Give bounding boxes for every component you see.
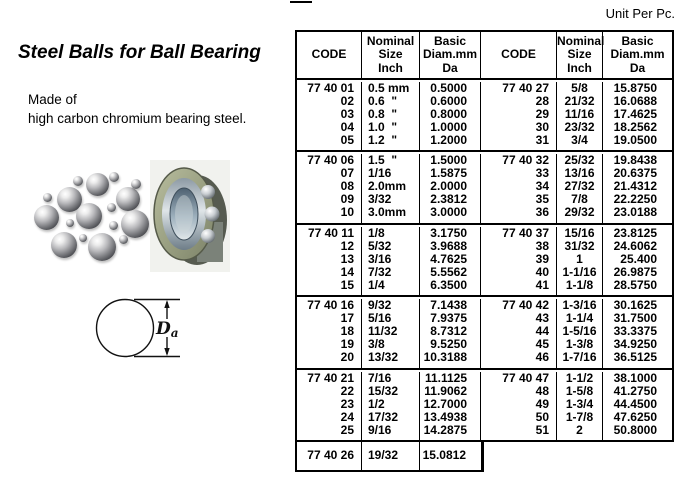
cell-value: 25/32 [564,153,595,168]
steel-ball [119,235,128,244]
cell-value: 05 [340,133,354,147]
cell-value: 31/32 [564,238,595,253]
column-header [481,32,557,78]
material-note-line1: Made of [28,92,77,107]
cell-value: 29/32 [564,205,595,220]
cell-value: 1.0 " [368,120,398,134]
cell-value: 09 [340,192,354,207]
cell-value: 1-7/16 [562,350,597,365]
diameter-label-a: a [170,326,179,340]
table-column [362,372,420,440]
cell-value: 41 [535,277,549,292]
cell-value: 9/32 [368,298,392,313]
cell-value: 19/32 [368,447,399,462]
table-column [420,372,481,440]
cell-value: 77 40 21 [307,370,354,385]
cell-value: 1.5875 [430,166,467,181]
table-block [297,225,672,297]
cell-value: 1.5 " [368,153,398,168]
cell-value: 17 [340,311,354,326]
cell-value: 5.5562 [430,264,467,279]
material-note [28,90,288,128]
cell-value: 4.7625 [430,251,467,266]
cell-value: 03 [340,107,354,121]
table-column [420,227,481,295]
column-header-line: Da [629,60,646,75]
cell-value: 29 [535,107,549,121]
cell-value: 35 [535,192,549,207]
cell-value: 1/16 [368,166,392,181]
table-column [362,440,420,470]
cell-value: 13/32 [368,350,399,365]
page-title: Steel Balls for Ball Bearing [18,42,261,63]
table-column [481,82,557,150]
cell-value: 22.2250 [613,192,657,207]
arrow-down-icon [164,348,169,356]
cell-value: 1/8 [368,225,385,240]
steel-ball [109,221,118,230]
cell-value: 1.5000 [430,153,467,168]
cell-value: 18.2562 [613,120,657,134]
table-column [603,154,672,222]
cell-value: 77 40 06 [307,153,354,168]
table-block [297,80,672,152]
cell-value: 07 [340,166,354,181]
cell-value: 15/16 [564,225,595,240]
table-block [297,370,672,440]
cell-value: 0.5000 [430,81,467,95]
cell-value: 5/32 [368,238,392,253]
cell-value: 3/32 [368,192,392,207]
cell-value: 1-5/16 [562,324,597,339]
cell-value: 0.5 mm [368,81,410,95]
cell-value: 1-3/8 [565,337,594,352]
cell-value: 31.7500 [613,311,657,326]
column-header [557,32,603,78]
cell-value: 21/32 [564,94,595,108]
column-header [297,32,362,78]
cell-value: 11/32 [368,324,398,339]
steel-ball [131,179,141,189]
cell-value: 5/8 [571,81,588,95]
cell-value: 25.400 [620,251,657,266]
cell-value: 48 [535,383,549,398]
cell-value: 1-1/16 [562,264,597,279]
cell-value: 1/2 [368,396,385,411]
table-column [603,82,672,150]
cell-value: 0.8000 [430,107,467,121]
bearing-ball [201,229,215,243]
table-block [297,152,672,224]
cell-value: 1-5/8 [565,383,594,398]
cell-value: 20.6375 [613,166,657,181]
cell-value: 24.6062 [613,238,657,253]
cell-value: 15/32 [368,383,399,398]
table-column [362,227,420,295]
cell-value: 34 [535,179,549,194]
cell-value: 11.1125 [424,370,467,385]
cell-value: 2.0mm [368,179,407,194]
column-header-line: Size [378,47,403,62]
table-tail-row [295,440,484,472]
diameter-label-d: D [156,319,171,339]
table-column [297,227,362,295]
cell-value: 04 [340,120,354,134]
steel-ball [121,210,149,238]
cell-value: 1-1/2 [565,370,594,385]
cell-value: 31 [535,133,549,147]
steel-ball [76,203,102,229]
column-header-line: Da [442,60,458,75]
cell-value: 3.9688 [430,238,467,253]
scan-artifact-line [290,1,312,3]
bearing-bore-highlight [175,195,193,233]
cell-value: 1-7/8 [565,409,594,424]
cell-value: 3/16 [368,251,392,266]
cell-value: 1-1/8 [565,277,594,292]
steel-ball [34,205,59,230]
cell-value: 1-3/16 [562,298,597,313]
diameter-diagram [88,288,198,368]
cell-value: 12.7000 [423,396,467,411]
steel-ball [116,187,140,211]
price-code-table [295,30,674,442]
cell-value: 22 [340,383,354,398]
cell-value: 51 [535,422,549,437]
table-column [603,299,672,367]
cell-value: 2.0000 [430,179,467,194]
table-column [297,440,362,470]
cell-value: 39 [535,251,549,266]
arrow-up-icon [164,300,169,308]
table-column [481,372,557,440]
cell-value: 16.0688 [613,94,657,108]
cell-value: 08 [340,179,354,194]
table-column [297,154,362,222]
cell-value: 13 [340,251,354,266]
cell-value: 23/32 [564,120,595,134]
cell-value: 7/32 [368,264,392,279]
steel-ball [109,172,119,182]
cell-value: 1.2 " [368,133,398,147]
cell-value: 23.0188 [613,205,657,220]
cell-value: 43 [535,311,549,326]
column-header-line: Basic [621,33,654,48]
column-header-line: Diam.mm [610,47,665,62]
cell-value: 0.6000 [430,94,467,108]
cell-value: 1/4 [368,277,385,292]
column-header-line: Inch [567,60,592,75]
cell-value: 28.5750 [613,277,657,292]
table-column [297,372,362,440]
cell-value: 3.1750 [430,225,467,240]
cell-value: 02 [340,94,354,108]
steel-ball [66,219,74,227]
cell-value: 36 [535,205,549,220]
cell-value: 23.8125 [613,225,657,240]
cell-value: 49 [535,396,549,411]
cell-value: 2.3812 [430,192,467,207]
cell-value: 44.4500 [613,396,657,411]
cell-value: 77 40 16 [307,298,354,313]
bearing-ball [201,185,215,199]
cell-value: 77 40 01 [307,81,354,95]
steel-ball [73,176,83,186]
cell-value: 7/8 [571,192,588,207]
column-header-line: Nominal [366,33,415,48]
cell-value: 34.9250 [613,337,657,352]
table-column [481,154,557,222]
column-header-line: CODE [501,47,536,62]
column-header-line: Nominal [557,33,605,48]
cell-value: 15.8750 [613,81,657,95]
cell-value: 3/4 [571,133,588,147]
cell-value: 7.9375 [430,311,467,326]
cell-value: 50.8000 [613,422,657,437]
cell-value: 47.6250 [613,409,657,424]
cell-value: 3.0mm [368,205,407,220]
cell-value: 19 [340,337,354,352]
table-column [603,227,672,295]
cell-value: 77 40 37 [502,225,549,240]
table-column [557,82,603,150]
cell-value: 12 [340,238,354,253]
cell-value: 9/16 [368,422,392,437]
cell-value: 77 40 26 [307,447,354,462]
table-column [297,82,362,150]
cell-value: 13.4938 [423,409,467,424]
column-header [420,32,481,78]
cell-value: 77 40 42 [502,298,549,313]
cell-value: 11.9062 [424,383,467,398]
cell-value: 19.0500 [613,133,657,147]
cell-value: 36.5125 [613,350,657,365]
cell-value: 15.0812 [422,447,466,462]
cell-value: 9.5250 [430,337,467,352]
table-body [297,80,672,440]
cell-value: 17/32 [368,409,399,424]
cell-value: 77 40 11 [307,225,354,240]
cell-value: 3/8 [368,337,385,352]
cell-value: 38 [535,238,549,253]
cell-value: 7.1438 [430,298,467,313]
table-block [297,297,672,369]
cell-value: 5/16 [368,311,392,326]
table-column [481,299,557,367]
cell-value: 2 [576,422,583,437]
cell-value: 38.1000 [613,370,657,385]
table-header-row [297,32,672,80]
table-column [557,154,603,222]
cell-value: 28 [535,94,549,108]
cell-value: 0.6 " [368,94,398,108]
cell-value: 25 [340,422,354,437]
table-column [557,227,603,295]
column-header [362,32,420,78]
cell-value: 77 40 27 [502,81,549,95]
cell-value: 15 [340,277,354,292]
column-header-line: Diam.mm [422,47,478,62]
unit-note: Unit Per Pc. [605,6,675,21]
cell-value: 26.9875 [613,264,657,279]
cell-value: 23 [340,396,354,411]
cell-value: 45 [535,337,549,352]
cell-value: 8.7312 [430,324,467,339]
column-header-line: Basic [433,33,467,48]
cell-value: 6.3500 [430,277,467,292]
cell-value: 40 [535,264,549,279]
table-column [362,299,420,367]
cell-value: 19.8438 [613,153,657,168]
steel-ball [107,203,116,212]
cell-value: 14 [340,264,354,279]
cell-value: 14.2875 [423,422,467,437]
steel-balls-photo [24,160,154,266]
column-header-line: Inch [378,60,403,75]
cell-value: 17.4625 [613,107,657,121]
cell-value: 21.4312 [613,179,657,194]
cell-value: 77 40 47 [502,370,549,385]
steel-ball [86,173,109,196]
diameter-label [155,319,179,340]
cell-value: 7/16 [368,370,392,385]
cell-value: 1.0000 [430,120,467,134]
table-column [420,440,482,470]
table-column [420,82,481,150]
cell-value: 0.8 " [368,107,398,121]
table-column [557,299,603,367]
column-header [603,32,672,78]
cell-value: 24 [340,409,354,424]
cell-value: 44 [535,324,549,339]
cell-value: 1.2000 [430,133,467,147]
steel-ball [43,193,52,202]
cell-value: 20 [340,350,354,365]
steel-ball [51,232,77,258]
cell-value: 10 [340,205,354,220]
cell-value: 10.3188 [423,350,467,365]
steel-ball [79,234,87,242]
bearing-photo [150,160,230,272]
cell-value: 77 40 32 [502,153,549,168]
cell-value: 1-1/4 [565,311,594,326]
table-column [603,372,672,440]
table-column [297,299,362,367]
table-column [420,154,481,222]
cell-value: 18 [340,324,354,339]
cell-value: 30 [535,120,549,134]
table-column [557,372,603,440]
bearing-ball [205,207,220,222]
table-column [420,299,481,367]
column-header-line: Size [567,47,592,62]
cell-value: 1 [576,251,583,266]
ball-outline-circle [97,300,154,357]
cell-value: 33 [535,166,549,181]
cell-value: 30.1625 [613,298,657,313]
steel-ball [88,233,116,261]
material-note-line2: high carbon chromium bearing steel. [28,111,247,126]
cell-value: 1-3/4 [565,396,594,411]
cell-value: 33.3375 [613,324,657,339]
table-column [481,227,557,295]
column-header-line: CODE [311,47,347,62]
cell-value: 27/32 [564,179,595,194]
table-column [362,82,420,150]
cell-value: 50 [535,409,549,424]
cell-value: 46 [535,350,549,365]
cell-value: 13/16 [564,166,595,181]
cell-value: 11/16 [564,107,595,121]
cell-value: 3.0000 [430,205,467,220]
table-column [362,154,420,222]
cell-value: 41.2750 [613,383,657,398]
